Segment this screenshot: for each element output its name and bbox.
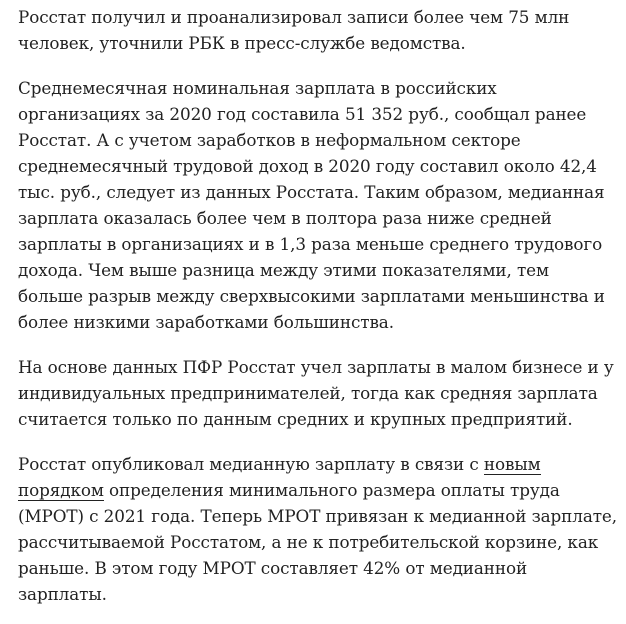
new-procedure-link-part1[interactable]: новым [483, 454, 541, 474]
text-line: более низкими заработками большинства. [18, 312, 394, 332]
paragraph-3 [18, 354, 612, 432]
new-procedure-link-part2[interactable]: порядком [18, 480, 104, 500]
text-line: зарплаты в организациях и в 1,3 раза меньше среднего трудового [18, 234, 603, 254]
text-line: зарплаты. [18, 584, 107, 604]
text-line: рассчитываемой Росстатом, а не к потребительской корзине, как [18, 532, 599, 552]
text-segment: Росстат опубликовал медианную зарплату в связи с [18, 454, 484, 474]
text-line: тыс. руб., следует из данных Росстата. Таким образом, медианная [18, 182, 605, 202]
text-line: На основе данных ПФР Росстат учел зарплаты в малом бизнесе и у [18, 357, 614, 377]
text-line: (МРОТ) с 2021 года. Теперь МРОТ привязан к медианной зарплате, [18, 506, 617, 526]
paragraph-4 [18, 451, 617, 607]
text-line: считается только по данным средних и крупных предприятий. [18, 409, 573, 429]
text-line [18, 451, 612, 477]
text-line: дохода. Чем выше разница между этими показателями, тем [18, 260, 549, 280]
text-line: среднемесячный трудовой доход в 2020 году составил около 42,4 [18, 156, 597, 176]
text-line: раньше. В этом году МРОТ составляет 42% от медианной [18, 558, 528, 578]
paragraph-1 [18, 4, 612, 56]
text-line: организациях за 2020 год составила 51 352 руб., сообщал ранее [18, 104, 587, 124]
text-segment: определения минимального размера оплаты труда [103, 480, 560, 500]
text-line: Росстат получил и проанализировал записи более чем 75 млн [18, 7, 570, 27]
text-line: Росстат. А с учетом заработков в неформальном секторе [18, 130, 521, 150]
text-line: человек, уточнили РБК в пресс-службе ведомства. [18, 33, 466, 53]
paragraph-2 [18, 75, 612, 335]
text-line: Среднемесячная номинальная зарплата в российских [18, 78, 497, 98]
text-line: больше разрыв между сверхвысокими зарплатами меньшинства и [18, 286, 605, 306]
text-line [18, 477, 612, 503]
text-line: зарплата оказалась более чем в полтора раза ниже средней [18, 208, 552, 228]
text-line: индивидуальных предпринимателей, тогда как средняя зарплата [18, 383, 598, 403]
